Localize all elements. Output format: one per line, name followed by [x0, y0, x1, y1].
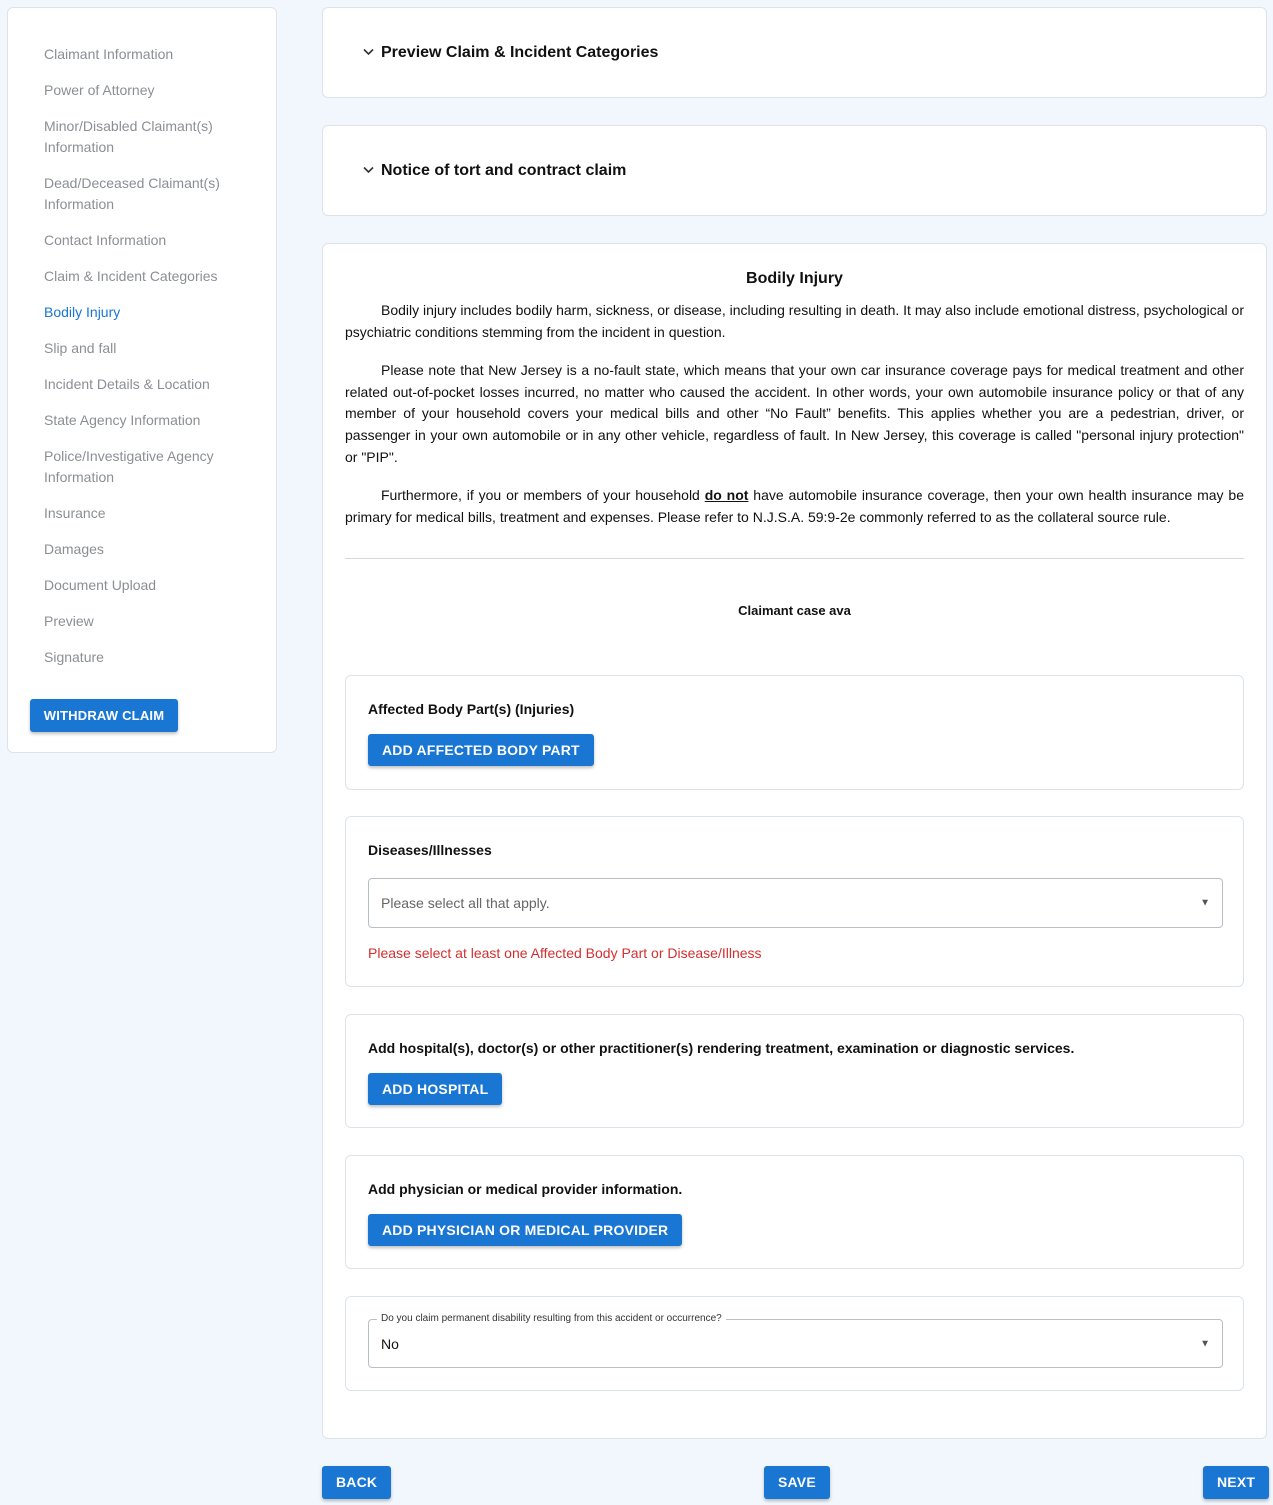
- chevron-down-icon: [363, 47, 375, 59]
- sidebar-item-damages[interactable]: Damages: [44, 541, 104, 557]
- sidebar-item-power-of-attorney[interactable]: Power of Attorney: [44, 82, 155, 98]
- sidebar-item-claimant-information[interactable]: Claimant Information: [44, 46, 174, 62]
- hospital-label: Add hospital(s), doctor(s) or other practitioner(s) rendering treatment, examination or diagnostic services.: [368, 1040, 1075, 1056]
- divider: [345, 558, 1244, 559]
- add-affected-body-part-button[interactable]: ADD AFFECTED BODY PART: [368, 734, 594, 766]
- page-title: Bodily Injury: [746, 270, 843, 287]
- sidebar-item-police-agency[interactable]: Police/Investigative Agency Information: [44, 448, 214, 485]
- back-button[interactable]: BACK: [322, 1466, 391, 1499]
- sidebar-nav: [8, 8, 276, 668]
- hospital-section: [345, 1014, 1244, 1128]
- chevron-down-icon: [363, 165, 375, 177]
- sidebar-item-state-agency[interactable]: State Agency Information: [44, 412, 201, 428]
- intro-paragraph: Bodily injury includes bodily harm, sickness, or disease, including resulting in death. It may also include emotional distress, psychological or psychiatric conditions stemming from the incident in question.: [345, 302, 1244, 340]
- dropdown-arrow-icon: ▼: [1200, 1338, 1210, 1349]
- health-insurance-paragraph: Furthermore, if you or members of your household do not have automobile insurance coverage, then your own health insurance may be primary for medical bills, treatment and expenses. Please refer to N.J.S.A. 59:9-2e commonly referred to as the collateral source rule.: [345, 487, 1244, 525]
- no-fault-paragraph: Please note that New Jersey is a no-fault state, which means that your own car insurance coverage pays for medical treatment and other related out-of-pocket losses incurred, no matter who caused the accident. In other words, your own automobile insurance policy or that of any member of your household covers your medical bills and other “No Fault” benefits. This applies whether you are a pedestrian, driver, or passenger in your own automobile or in any other vehicle, regardless of fault. In New Jersey, this coverage is called "personal injury protection" or "PIP".: [345, 362, 1244, 465]
- diseases-select[interactable]: [368, 878, 1223, 928]
- do-not-emphasis: do not: [704, 487, 749, 504]
- sidebar-item-minor-disabled-claimant[interactable]: Minor/Disabled Claimant(s) Information: [44, 118, 213, 155]
- affected-body-part-label: Affected Body Part(s) (Injuries): [368, 701, 575, 717]
- sidebar-item-incident-details[interactable]: Incident Details & Location: [44, 376, 210, 392]
- withdraw-claim-button[interactable]: WITHDRAW CLAIM: [30, 699, 178, 732]
- sidebar-item-bodily-injury[interactable]: Bodily Injury: [44, 304, 121, 320]
- disability-legend: Do you claim permanent disability resulting from this accident or occurrence?: [377, 1313, 726, 1324]
- diseases-section: [345, 816, 1244, 987]
- sidebar-item-contact-information[interactable]: Contact Information: [44, 232, 167, 248]
- preview-categories-accordion[interactable]: [322, 7, 1267, 98]
- physician-label: Add physician or medical provider information.: [368, 1181, 683, 1197]
- affected-body-part-section: [345, 675, 1244, 790]
- add-physician-button[interactable]: ADD PHYSICIAN OR MEDICAL PROVIDER: [368, 1214, 682, 1246]
- claimant-case-title: Claimant case ava: [738, 603, 851, 619]
- sidebar-item-insurance[interactable]: Insurance: [44, 505, 106, 521]
- diseases-placeholder: Please select all that apply.: [381, 895, 550, 911]
- save-button[interactable]: SAVE: [764, 1466, 830, 1499]
- disability-section: [345, 1296, 1244, 1391]
- sidebar-item-signature[interactable]: Signature: [44, 649, 104, 665]
- accordion-title: Notice of tort and contract claim: [381, 161, 627, 179]
- sidebar: [7, 7, 277, 753]
- add-hospital-button[interactable]: ADD HOSPITAL: [368, 1073, 502, 1105]
- next-button[interactable]: NEXT: [1203, 1466, 1269, 1499]
- disability-value: No: [381, 1335, 399, 1352]
- bodily-injury-card: [322, 243, 1267, 1439]
- accordion-title: Preview Claim & Incident Categories: [381, 43, 659, 61]
- physician-section: [345, 1155, 1244, 1269]
- dropdown-arrow-icon: ▼: [1200, 897, 1210, 909]
- permanent-disability-select[interactable]: [368, 1313, 1223, 1368]
- diseases-error-message: Please select at least one Affected Body Part or Disease/Illness: [368, 945, 762, 961]
- sidebar-item-deceased-claimant[interactable]: Dead/Deceased Claimant(s) Information: [44, 175, 220, 212]
- diseases-label: Diseases/Illnesses: [368, 842, 492, 858]
- notice-tort-accordion[interactable]: [322, 125, 1267, 216]
- sidebar-item-claim-incident-categories[interactable]: Claim & Incident Categories: [44, 268, 218, 284]
- sidebar-item-preview[interactable]: Preview: [44, 613, 94, 629]
- sidebar-item-document-upload[interactable]: Document Upload: [44, 577, 157, 593]
- sidebar-item-slip-and-fall[interactable]: Slip and fall: [44, 340, 117, 356]
